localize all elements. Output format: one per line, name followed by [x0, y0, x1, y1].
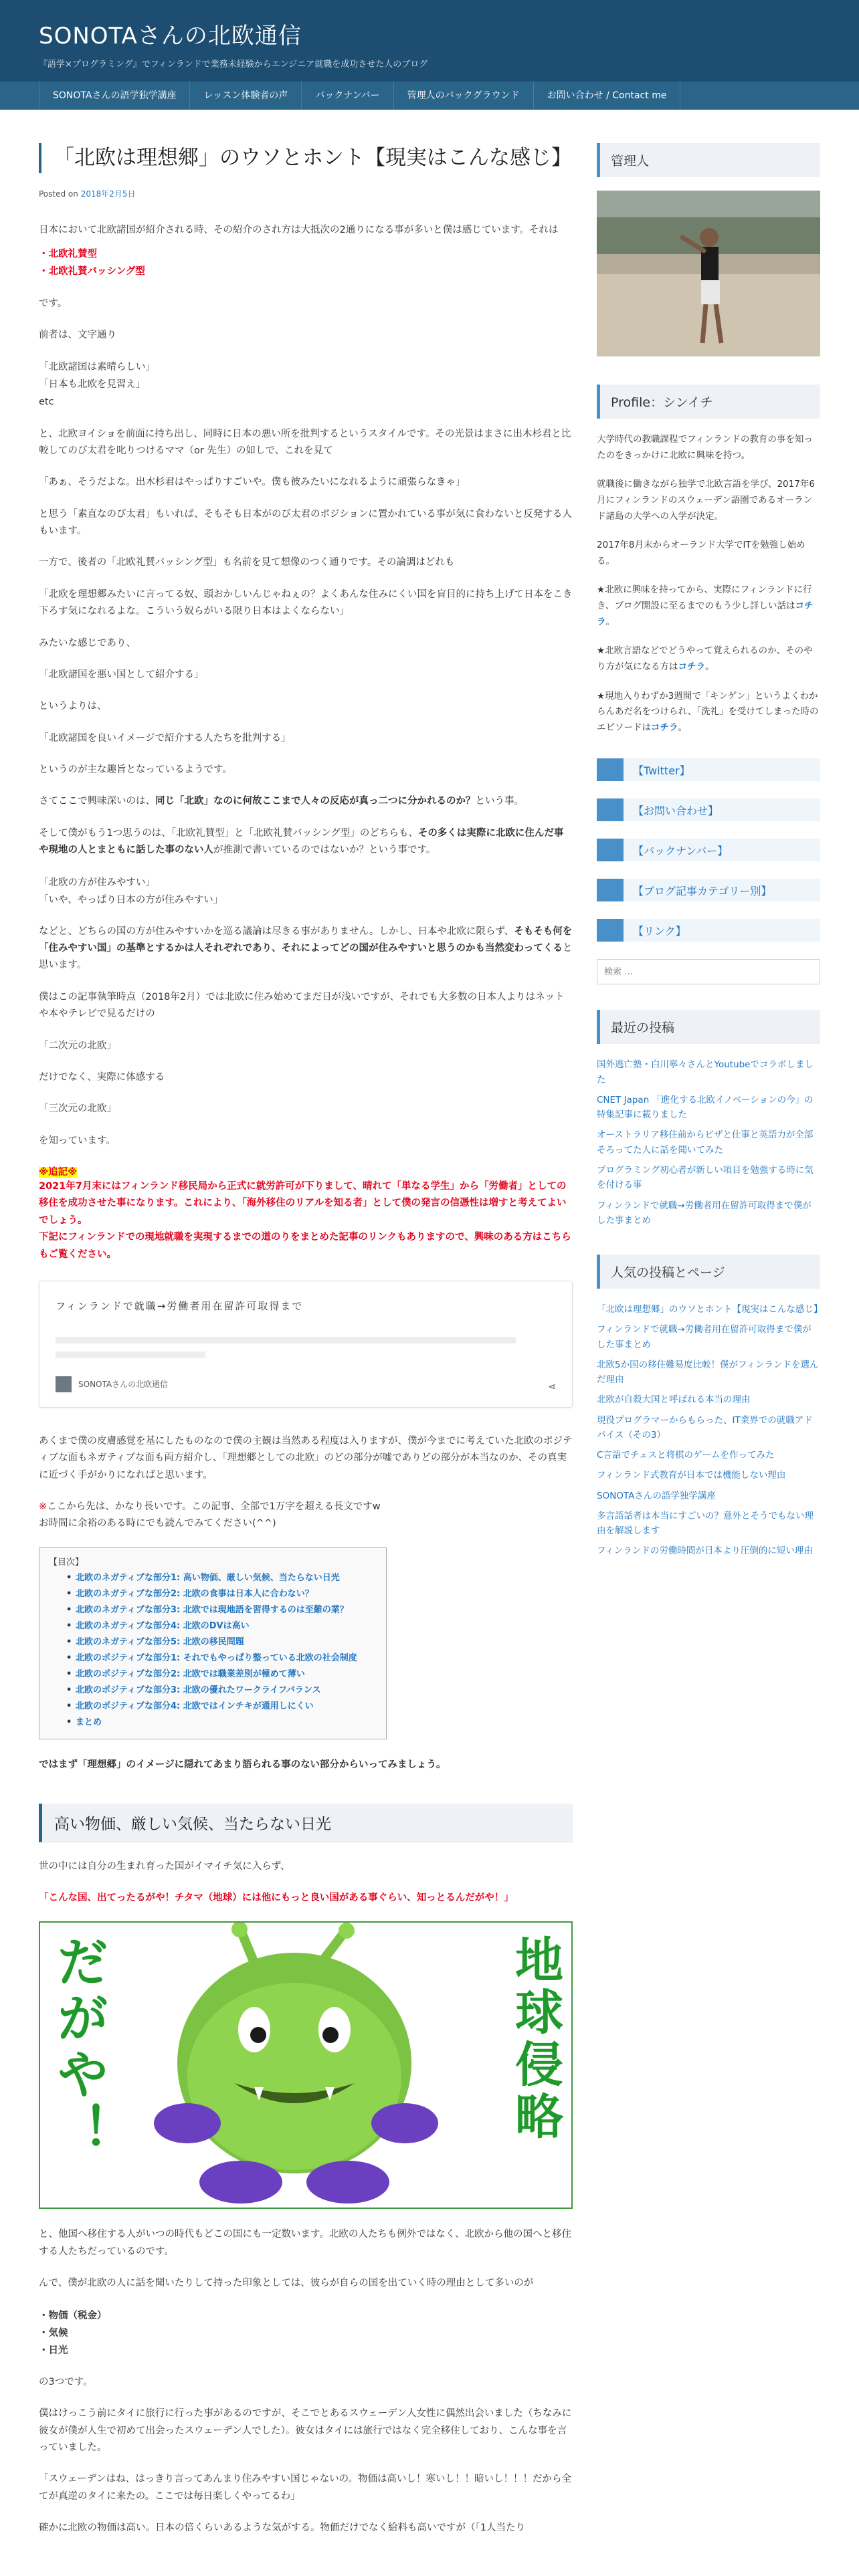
button-label: 【Twitter】	[633, 764, 690, 777]
profile-photo-illustration	[597, 191, 820, 356]
profile-text	[597, 689, 820, 736]
popular-post-link[interactable]: フィンランドの労働時間が日本より圧倒的に短い理由	[597, 1545, 813, 1557]
paragraph: みたいな感じであり、	[39, 637, 136, 649]
toc-item[interactable]: • 北欧のポジティブな部分1: それでもやっぱり整っている北欧の社会制度	[76, 1650, 377, 1667]
embed-excerpt-placeholder	[56, 1352, 205, 1358]
paragraph: ではまず「理想郷」のイメージに隠れてあまり語られる事のない部分からいってみましょう。	[39, 1759, 446, 1771]
button-label: 【バックナンバー】	[633, 844, 729, 857]
popular-post-link[interactable]: C言語でチェスと将棋のゲームを作ってみた	[597, 1450, 775, 1461]
profile-link-episode[interactable]: コチラ	[651, 722, 678, 733]
nav-item-contact[interactable]: お問い合わせ / Contact me	[534, 82, 681, 110]
text: などと、どちらの国の方が住みやすいかを巡る議論は尽きる事がありません。しかし、日本や北欧に限らず、	[39, 926, 514, 937]
quote: 「北欧を理想郷みたいに言ってる奴、頭おかしいんじゃねぇの？よくあんな住みにくい国を盲目的に持ち上げて日本をこき下ろす気になれるよな。こういう奴らがいる限り日本はよくならない」	[39, 588, 573, 617]
quote: 「スウェーデンはね、はっきり言ってあんまり住みやすい国じゃないの。物価は高いし！寒いし！！暗いし！！！だから全てが真逆のタイに来たの。ここでは毎日楽しくやってるわ」	[39, 2474, 572, 2502]
note-mark: ※	[39, 1501, 47, 1513]
quote: 「二次元の北欧」	[39, 1040, 116, 1051]
toc-item[interactable]: • 北欧のネガティブな部分4: 北欧のDVは高い	[76, 1618, 377, 1634]
post-meta	[39, 188, 573, 199]
button-label: 【ブログ記事カテゴリー別】	[633, 884, 772, 897]
popular-post-link[interactable]: 現役プログラマーからもらった、IT業界での就職アドバイス（その3）	[597, 1414, 813, 1440]
popular-post-link[interactable]: 北欧5か国の移住難易度比較！僕がフィンランドを選んだ理由	[597, 1359, 819, 1386]
site-title[interactable]: SONOTAさんの北欧通信	[39, 23, 302, 49]
profile-text	[597, 582, 820, 630]
paragraph	[39, 924, 573, 974]
embed-excerpt-placeholder	[56, 1337, 516, 1344]
paragraph: を知っています。	[39, 1135, 116, 1146]
category-icon	[597, 879, 624, 901]
main-nav	[0, 82, 859, 110]
paragraph: と思う「素直なのび太君」もいれば、そもそも日本がのび太君のポジションに置かれている事が気に食わないと反発する人もいます。	[39, 508, 572, 537]
paragraph: 確かに北欧の物価は高い。日本の倍くらいあるような気がする。物価だけでなく給料も高いですが（「1人当たり	[39, 2523, 525, 2534]
post-date-link[interactable]: 2018年2月5日	[80, 189, 136, 199]
share-icon[interactable]: ⋖	[548, 1381, 556, 1392]
paragraph: というのが主な趣旨となっているようです。	[39, 764, 232, 776]
paragraph: と、北欧ヨイショを前面に持ち出し、同時に日本の悪い所を批判するというスタイルです。その光景はまさに出木杉君と比較してのび太君を叱りつけるママ（or 先生）の如しで、これを見て	[39, 428, 571, 456]
nav-item-testimonials[interactable]: レッスン体験者の声	[190, 82, 302, 110]
paragraph: 僕はけっこう前にタイに旅行に行った事があるのですが、そこでとあるスウェーデン人女性に偶然出会いました（ちなみに彼女が僕が人生で初めて出会ったスウェーデン人でした）。彼女はタイには旅行ではなく完全移住しており、こんな事を言っていました。	[39, 2408, 572, 2453]
quote-line: 「いや、やっぱり日本の方が住みやすい」	[39, 894, 223, 905]
quote-line: 「北欧諸国は素晴らしい」	[39, 362, 155, 373]
recent-posts-list	[597, 1057, 820, 1228]
sidebar-button-categories[interactable]	[597, 879, 820, 901]
quote: 「北欧諸国を良いイメージで紹介する人たちを批判する」	[39, 732, 291, 744]
text: ★北欧言語などでどうやって覚えられるのか、そのやり方が気になる方は	[597, 645, 813, 672]
list-item: ・気候	[39, 2327, 68, 2339]
paragraph: だけでなく、実際に体感する	[39, 1071, 165, 1083]
sidebar-button-links[interactable]	[597, 919, 820, 942]
archive-icon	[597, 839, 624, 861]
article	[39, 110, 573, 2551]
quote: 「こんな国、出てったるがや！チタマ（地球）には他にもっと良い国がある事ぐらい、知っとるんだがや！」	[39, 1893, 514, 1904]
popular-post-link[interactable]: 北欧が自殺大国と呼ばれる本当の理由	[597, 1394, 751, 1406]
toc-item[interactable]: • 北欧のポジティブな部分2: 北欧では職業差別が極めて薄い	[76, 1667, 377, 1683]
paragraph: の3つです。	[39, 2376, 93, 2387]
text: という事。	[475, 796, 524, 807]
widget-title-profile: Profile：シンイチ	[597, 385, 820, 419]
section-heading: 高い物価、厳しい気候、当たらない日光	[39, 1804, 573, 1842]
alien-plush-image	[39, 1921, 573, 2209]
toc-item[interactable]: • 北欧のポジティブな部分3: 北欧の優れたワークライフバランス	[76, 1683, 377, 1699]
emphasis: その多くは実際に北欧に住んだ事や現地の人とまともに話した事のない人	[39, 827, 564, 856]
text: と思います。	[39, 943, 573, 971]
type-list	[39, 245, 573, 280]
paragraph: 日本において北欧諸国が紹介される時、その紹介のされ方は大抵次の2通りになる事が多いと僕は感じています。それは	[39, 224, 559, 235]
widget-title-popular: 人気の投稿とページ	[597, 1255, 820, 1289]
sidebar-button-twitter[interactable]	[597, 758, 820, 781]
nav-item-background[interactable]: 管理人のバックグラウンド	[394, 82, 534, 110]
popular-post-link[interactable]: 「北欧は理想郷」のウソとホント【現実はこんな感じ】	[597, 1304, 823, 1315]
paragraph: んで、僕が北欧の人に話を聞いたりして持った印象としては、彼らが自らの国を出ていく時の理由として多いのが	[39, 2278, 534, 2289]
twitter-icon	[597, 758, 624, 781]
quote-line: etc	[39, 397, 54, 408]
sidebar-button-backnumber[interactable]	[597, 839, 820, 861]
recent-post-link[interactable]: プログラミング初心者が新しい項目を勉強する時に気を付ける事	[597, 1164, 814, 1191]
button-label: 【お問い合わせ】	[633, 804, 719, 817]
update-notice	[39, 1164, 573, 1263]
search-input[interactable]	[597, 959, 820, 984]
toc-item[interactable]: • 北欧のネガティブな部分5: 北欧の移民問題	[76, 1634, 377, 1650]
image-caption-right: 地球侵略	[507, 1935, 563, 2144]
text: さてここで興味深いのは、	[39, 796, 155, 807]
notice-tag: ※追記※	[39, 1167, 78, 1178]
reason-list	[39, 2307, 573, 2359]
embed-title[interactable]: フィンランドで就職→労働者用在留許可取得まで	[56, 1299, 304, 1312]
image-caption-left: だがや！	[48, 1935, 108, 2160]
popular-post-link[interactable]: フィンランド式教育が日本では機能しない理由	[597, 1470, 786, 1481]
paragraph: です。	[39, 298, 68, 309]
profile-link-method[interactable]: コチラ	[678, 661, 705, 672]
popular-post-link[interactable]: SONOTAさんの語学独学講座	[597, 1490, 716, 1501]
paragraph: 一方で、後者の「北欧礼賛バッシング型」も名前を見て想像のつく通りです。その論調はどれも	[39, 557, 455, 568]
recent-post-link[interactable]: フィンランドで就職→労働者用在留許可取得まで僕がした事まとめ	[597, 1200, 812, 1226]
site-header	[0, 0, 859, 82]
text: ★現地入りわずか3週間で「キンゲン」というよくわからんあだ名をつけられ、「洗礼」を受けてしまった時のエピソードは	[597, 690, 819, 733]
link-icon	[597, 919, 624, 942]
quote: 「北欧諸国を悪い国として紹介する」	[39, 669, 204, 680]
mail-icon	[597, 798, 624, 821]
toc-list	[49, 1570, 377, 1731]
paragraph: と、他国へ移住する人がいつの時代もどこの国にも一定数います。北欧の人たちも例外ではなく、北欧から他の国へと移住する人たちだっているのです。	[39, 2229, 572, 2257]
quote-line: 「北欧の方が住みやすい」	[39, 877, 155, 888]
popular-posts-list	[597, 1302, 823, 1559]
list-item: ・北欧礼賛バッシング型	[39, 266, 145, 278]
list-item: ・日光	[39, 2345, 68, 2356]
text: 。	[605, 616, 615, 627]
nav-item-course[interactable]: SONOTAさんの語学独学講座	[39, 82, 190, 110]
toc-heading: 【目次】	[49, 1557, 84, 1568]
popular-post-link[interactable]: フィンランドで就職→労働者用在留許可取得まで僕がした事まとめ	[597, 1324, 812, 1350]
profile-text: 大学時代の教職課程でフィンランドの教育の事を知ったのをきっかけに北欧に興味を持つ。	[597, 434, 813, 461]
sidebar-button-contact[interactable]	[597, 798, 820, 821]
text: 。	[705, 661, 714, 672]
paragraph: あくまで僕の皮膚感覚を基にしたものなので僕の主観は当然ある程度は入りますが、僕が今までに考えていた北欧のポジティブな面もネガティブな面も両方紹介し、「理想郷としての北欧」のどの部分が嘘でありどの部分が本当なのか、その真実に近づく手がかりになればと思います。	[39, 1435, 573, 1481]
text: が推測で書いているのではないか？という事です。	[213, 845, 436, 856]
posted-prefix: Posted on	[39, 189, 78, 199]
text: お時間に余裕のある時にでも読んでみてください(^^)	[39, 1518, 276, 1529]
alien-plush-illustration	[40, 1923, 573, 2209]
quote	[39, 358, 573, 411]
notice-text: 下記にフィンランドでの現地就職を実現するまでの道のりをまとめた記事のリンクもありますので、興味のある方はこちらもご覧ください。	[39, 1232, 571, 1260]
sidebar	[597, 110, 823, 2551]
quote	[39, 874, 573, 909]
recent-post-link[interactable]: オーストラリア移住前からビザと仕事と英語力が全部そろってた人に話を聞いてみた	[597, 1130, 814, 1156]
profile-photo	[597, 191, 820, 356]
widget-title-admin: 管理人	[597, 143, 820, 177]
notice-text: 2021年7月末にはフィンランド移民局から正式に就労許可が下りまして、晴れて「単なる学生」から「労働者」としての移住を成功させた事になります。これにより、「海外移住のリアルを知る者」として僕の発言の信憑性は増すと考えてよいでしょう。	[39, 1181, 567, 1226]
embed-site-name: SONOTAさんの北欧通信	[78, 1380, 169, 1390]
profile-text	[597, 643, 820, 675]
paragraph	[39, 1499, 573, 1533]
site-logo-icon	[56, 1376, 72, 1392]
list-item: ・物価（税金）	[39, 2310, 107, 2321]
paragraph: 前者は、文字通り	[39, 329, 116, 340]
button-label: 【リンク】	[633, 924, 686, 938]
paragraph: 世の中には自分の生まれ育った国がイマイチ気に入らず、	[39, 1860, 290, 1872]
paragraph	[39, 793, 573, 810]
widget-title-recent: 最近の投稿	[597, 1010, 820, 1044]
nav-item-backnumber[interactable]: バックナンバー	[302, 82, 393, 110]
toc-item[interactable]: • まとめ	[76, 1715, 377, 1731]
toc-item[interactable]: • 北欧のネガティブな部分2: 北欧の食事は日本人に合わない？	[76, 1586, 377, 1602]
quote: 「あぁ、そうだよな。出木杉君はやっぱりすごいや。僕も彼みたいになれるように頑張らなきゃ」	[39, 477, 466, 488]
toc-item[interactable]: • 北欧のポジティブな部分4: 北欧ではインチキが通用しにくい	[76, 1699, 377, 1715]
text: そして僕がもう1つ思うのは、「北欧礼賛型」と「北欧礼賛バッシング型」のどちらも、	[39, 827, 418, 839]
emphasis: 同じ「北欧」なのに何故ここまで人々の反応が真っ二つに分かれるのか？	[155, 796, 476, 807]
list-item: ・北欧礼賛型	[39, 249, 97, 260]
paragraph: というよりは、	[39, 701, 107, 712]
recent-post-link[interactable]: 国外逃亡塾・白川寧々さんとYoutubeでコラボしました	[597, 1059, 814, 1085]
profile-text: 就職後に働きながら独学で北欧言語を学び、2017年6月にフィンランドのスウェーデン語圏であるオーランド諸島の大学への入学が決定。	[597, 479, 815, 522]
embed-footer	[56, 1376, 168, 1392]
text: 。	[678, 722, 687, 733]
text: ここから先は、かなり長いです。この記事、全部で1万字を超える長文ですw	[47, 1501, 381, 1513]
toc-item[interactable]: • 北欧のネガティブな部分1: 高い物価、厳しい気候、当たらない日光	[76, 1570, 377, 1586]
quote: 「三次元の北欧」	[39, 1103, 116, 1115]
embedded-post-card[interactable]	[39, 1281, 573, 1408]
emphasis: そもそも何を「住みやすい国」の基準とするかは人それぞれであり、それによってどの国が住みやすいと思うのかも当然変わってくる	[39, 926, 573, 954]
profile-text: 2017年8月末からオーランド大学でITを勉強し始める。	[597, 540, 805, 566]
paragraph: 僕はこの記事執筆時点（2018年2月）では北欧に住み始めてまだ日が浅いですが、それでも大多数の日本人よりはネットや本やテレビで見るだけの	[39, 991, 565, 1020]
site-description: 『語学×プログラミング』でフィンランドで業務未経験からエンジニア就職を成功させた人のブログ	[39, 60, 428, 70]
toc-item[interactable]: • 北欧のネガティブな部分3: 北欧では現地語を習得するのは至難の業？	[76, 1602, 377, 1618]
paragraph	[39, 825, 573, 859]
text: ★北欧に興味を持ってから、実際にフィンランドに行き、ブログ開設に至るまでのもう少し詳しい話は	[597, 584, 812, 611]
quote-line: 「日本も北欧を見習え」	[39, 379, 146, 391]
profile-link-story[interactable]: コチラ	[597, 601, 814, 627]
table-of-contents	[39, 1547, 387, 1739]
post-title: 「北欧は理想郷」のウソとホント【現実はこんな感じ】	[39, 143, 573, 173]
popular-post-link[interactable]: 多言語話者は本当にすごいの？意外とそうでもない理由を解説します	[597, 1510, 814, 1537]
recent-post-link[interactable]: CNET Japan 「進化する北欧イノベーションの今」の特集記事に載りました	[597, 1094, 814, 1121]
